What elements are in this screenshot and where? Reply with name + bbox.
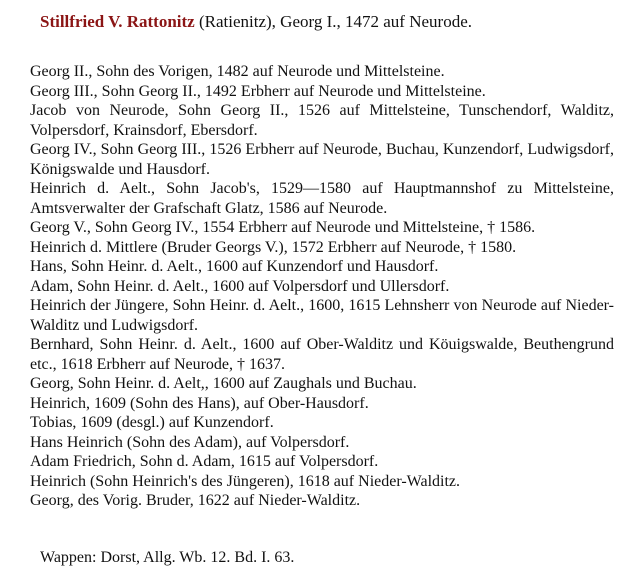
genealogy-entry: Heinrich d. Mittlere (Bruder Georgs V.), 1572 Erbherr auf Neurode, † 1580. [30, 238, 517, 256]
genealogy-entries [30, 62, 614, 511]
family-name: Stillfried V. Rattonitz [40, 12, 195, 31]
genealogy-entry: Adam Friedrich, Sohn d. Adam, 1615 auf Volpersdorf. [30, 453, 379, 470]
genealogy-entry: Bernhard, Sohn Heinr. d. Aelt., 1600 auf Ober-Walditz und Köuigswalde, Beuthengrund etc., 1618 Erbherr auf Neurode, † 1637. [30, 336, 614, 373]
genealogy-entry: Georg IV., Sohn Georg III., 1526 Erbherr auf Neurode, Buchau, Kunzendorf, Ludwigsdorf, Königswalde und Hausdorf. [30, 141, 614, 178]
genealogy-entry: Georg, des Vorig. Bruder, 1622 auf Nieder-Walditz. [30, 492, 361, 509]
genealogy-entry: Adam, Sohn Heinr. d. Aelt., 1600 auf Volpersdorf und Ullersdorf. [30, 277, 450, 295]
genealogy-entry: Georg II., Sohn des Vorigen, 1482 auf Neurode und Mittelsteine. [30, 63, 445, 80]
coat-of-arms-reference: Wappen: Dorst, Allg. Wb. 12. Bd. I. 63. [40, 549, 295, 566]
family-heading [40, 11, 472, 33]
family-heading-details: (Ratienitz), Georg I., 1472 auf Neurode. [194, 12, 472, 31]
genealogy-entry: Hans Heinrich (Sohn des Adam), auf Volpersdorf. [30, 433, 350, 451]
genealogy-entry: Hans, Sohn Heinr. d. Aelt., 1600 auf Kunzendorf und Hausdorf. [30, 258, 439, 275]
genealogy-entry: Jacob von Neurode, Sohn Georg II., 1526 auf Mittelsteine, Tunschendorf, Walditz, Volpersdorf, Krainsdorf, Ebersdorf. [30, 102, 614, 139]
genealogy-entry: Heinrich, 1609 (Sohn des Hans), auf Ober-Hausdorf. [30, 394, 369, 412]
genealogy-entry: Georg, Sohn Heinr. d. Aelt,, 1600 auf Zaughals und Buchau. [30, 375, 417, 392]
genealogy-entry: Heinrich der Jüngere, Sohn Heinr. d. Aelt., 1600, 1615 Lehnsherr von Neurode auf Nieder-Walditz und Ludwigsdorf. [30, 297, 614, 334]
genealogy-entry: Georg V., Sohn Georg IV., 1554 Erbherr auf Neurode und Mittelsteine, † 1586. [30, 219, 536, 236]
genealogy-entry: Georg III., Sohn Georg II., 1492 Erbherr auf Neurode und Mittelsteine. [30, 82, 486, 100]
genealogy-entry: Heinrich d. Aelt., Sohn Jacob's, 1529—1580 auf Hauptmannshof zu Mittelsteine, Amtsverwalter der Grafschaft Glatz, 1586 auf Neurode. [30, 180, 614, 217]
genealogy-entry: Heinrich (Sohn Heinrich's des Jüngeren), 1618 auf Nieder-Walditz. [30, 472, 461, 490]
genealogy-entry: Tobias, 1609 (desgl.) auf Kunzendorf. [30, 414, 274, 431]
